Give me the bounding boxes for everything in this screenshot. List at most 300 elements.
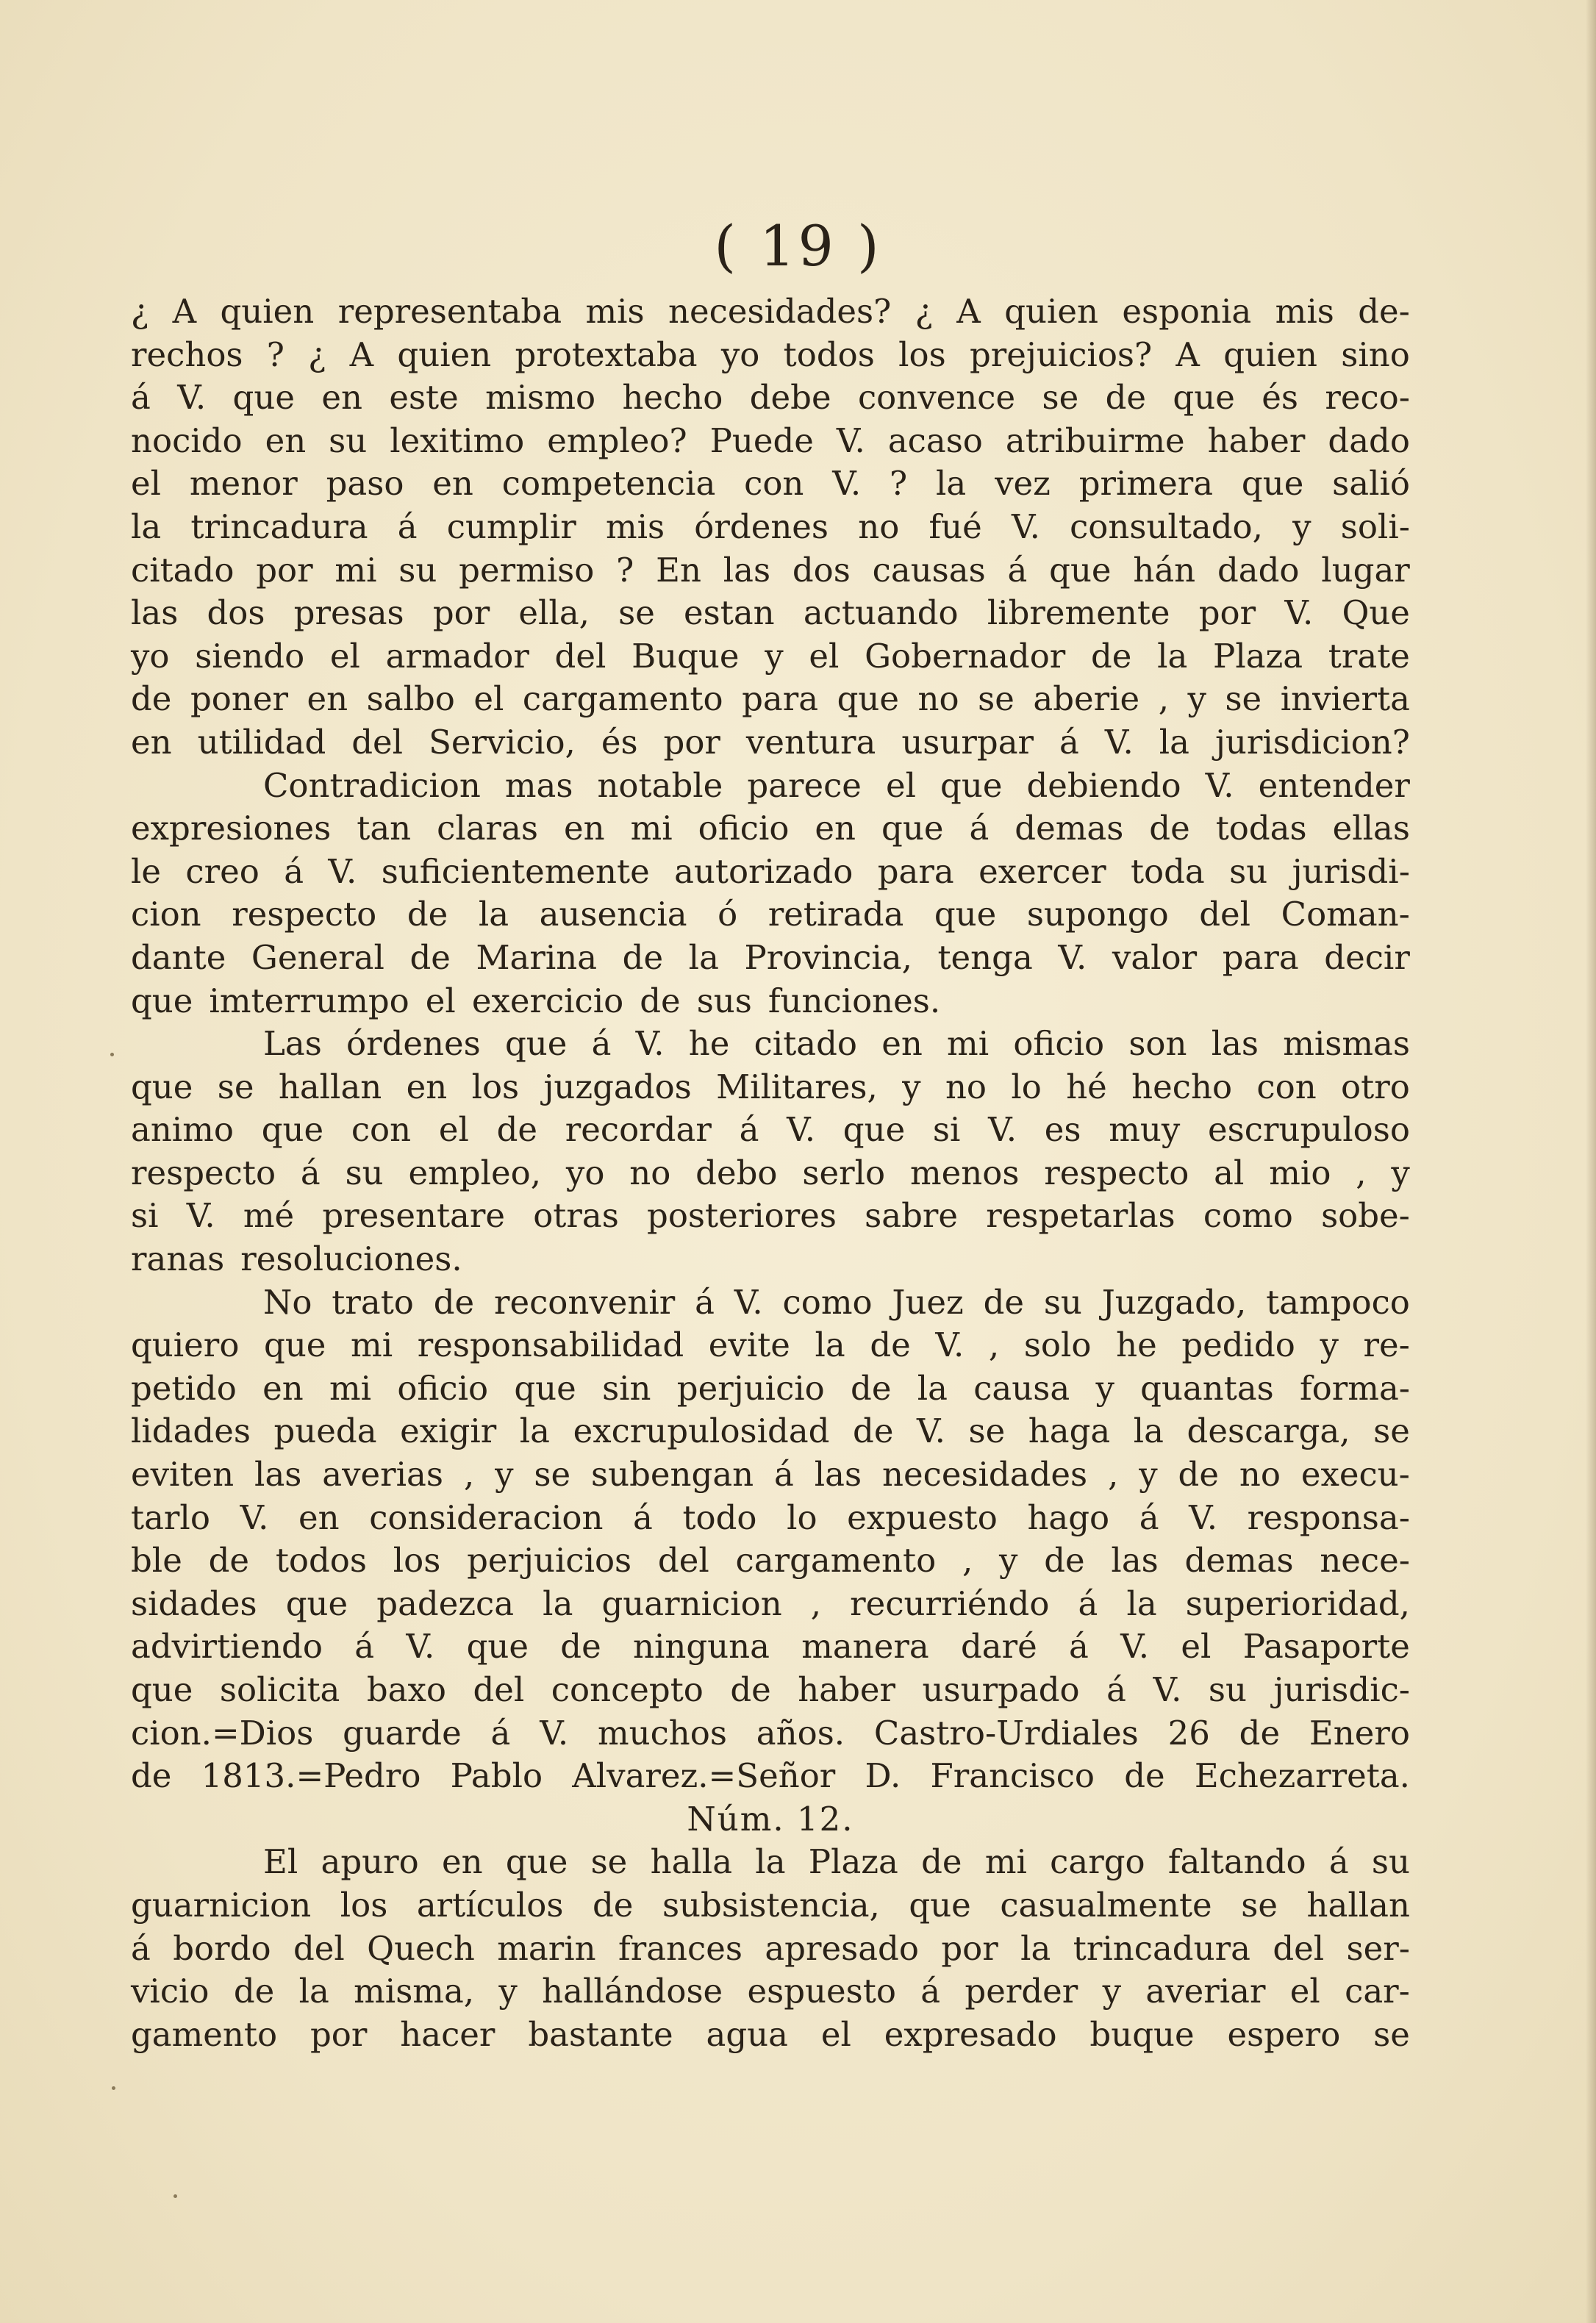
word: en <box>131 722 172 762</box>
word: no <box>945 1067 987 1106</box>
word: mi <box>984 1842 1027 1882</box>
word: con <box>351 1110 412 1150</box>
word: menos <box>909 1153 1020 1192</box>
word: posteriores <box>647 1196 837 1236</box>
word: Gobernador <box>865 636 1066 676</box>
word: á <box>284 851 304 891</box>
word: yo <box>131 636 170 676</box>
word: se <box>618 593 655 633</box>
word: su <box>329 420 368 460</box>
word: trato <box>332 1282 414 1322</box>
page-number: ( 19 ) <box>714 213 882 279</box>
word: ó <box>718 895 738 934</box>
word: y <box>1187 679 1206 719</box>
word: ella, <box>518 593 590 633</box>
word: pueda <box>273 1411 377 1451</box>
word: el <box>131 464 162 504</box>
word: padezca <box>376 1583 515 1623</box>
text-line <box>131 937 1410 980</box>
word: de <box>560 1627 601 1667</box>
word: V. <box>186 1196 215 1236</box>
word: V. <box>1120 1627 1150 1667</box>
word: , <box>962 1541 973 1581</box>
word: D. <box>865 1756 901 1796</box>
word: Servicio, <box>429 722 576 762</box>
word: Marina <box>476 937 598 977</box>
word: invierta <box>1280 679 1410 719</box>
word: de <box>409 937 451 977</box>
word: frances <box>618 1928 742 1968</box>
word: se <box>1373 2014 1410 2054</box>
word: y <box>1102 1972 1122 2011</box>
word: á <box>1069 1627 1089 1667</box>
word: mi <box>947 1024 990 1064</box>
word: que <box>837 679 899 719</box>
word: El <box>263 1842 298 1882</box>
word: Coman- <box>1281 895 1410 934</box>
word: presas <box>293 593 404 633</box>
word: jurisdic- <box>1273 1670 1410 1709</box>
word: á <box>1328 1842 1349 1882</box>
text-line <box>131 2014 1410 2057</box>
word: lidades <box>131 1411 251 1451</box>
text-line <box>131 1970 1410 2014</box>
word: no <box>917 679 959 719</box>
word: presentare <box>322 1196 506 1236</box>
word: y <box>902 1067 921 1106</box>
word: se <box>534 1455 571 1495</box>
word: actuando <box>803 593 959 633</box>
word: Las <box>263 1024 322 1064</box>
word: y <box>1292 507 1311 546</box>
word: lo <box>787 1497 817 1537</box>
word: su <box>1371 1842 1410 1882</box>
word: valor <box>1112 937 1198 977</box>
word: y <box>765 636 784 676</box>
word: de <box>233 1972 275 2011</box>
word: otras <box>533 1196 619 1236</box>
word: que <box>504 1024 568 1064</box>
word: de <box>640 981 681 1020</box>
word: , <box>463 1455 475 1495</box>
body-text <box>131 290 1410 2056</box>
word: que <box>232 378 295 418</box>
word: la <box>755 1842 786 1882</box>
word: V. <box>832 464 862 504</box>
word: General <box>251 937 384 977</box>
word: si <box>932 1110 961 1150</box>
word: que <box>881 809 944 848</box>
word: de <box>1239 1713 1281 1753</box>
word: que <box>1049 550 1112 590</box>
word: jurisdi- <box>1292 851 1410 891</box>
word: paso <box>326 464 404 504</box>
word: misma, <box>354 1972 475 2011</box>
word: casualmente <box>1000 1885 1212 1925</box>
word: hallan <box>1306 1885 1410 1925</box>
word: las <box>723 550 771 590</box>
word: convence <box>857 378 1016 418</box>
word: este <box>389 378 459 418</box>
word: V. <box>1205 765 1234 805</box>
word: quiero <box>131 1325 240 1365</box>
word: sino <box>1341 334 1410 374</box>
word: necesidades? <box>668 292 892 331</box>
word: mi <box>630 809 673 848</box>
word: que <box>285 1583 348 1623</box>
word: V. <box>1153 1670 1182 1709</box>
word: V. <box>540 1713 569 1753</box>
word: que <box>261 1110 324 1150</box>
word: creo <box>185 851 260 891</box>
word: expresiones <box>131 809 332 848</box>
word: acaso <box>887 420 983 460</box>
text-line <box>131 635 1410 679</box>
word: la <box>936 464 967 504</box>
word: cargo <box>1050 1842 1145 1882</box>
word: guarnicion <box>131 1885 312 1925</box>
text-line <box>131 1453 1410 1497</box>
word: V. <box>734 1282 763 1322</box>
word: protextaba <box>515 334 698 374</box>
word: á <box>1139 1497 1159 1537</box>
word: Enero <box>1309 1713 1410 1753</box>
word: demas <box>1015 809 1124 848</box>
word: V. <box>988 1110 1017 1150</box>
word: Juez <box>892 1282 964 1322</box>
word: que <box>505 1842 568 1882</box>
word: de <box>730 1670 771 1709</box>
word: no <box>1239 1455 1281 1495</box>
word: yo <box>720 334 760 374</box>
word: cargamento <box>522 679 723 719</box>
word: parece <box>747 765 862 805</box>
word: á <box>633 1497 653 1537</box>
word: del <box>1199 895 1251 934</box>
word: á <box>1007 550 1028 590</box>
word: cumplir <box>446 507 576 546</box>
word: causas <box>872 550 986 590</box>
text-line <box>131 1066 1410 1109</box>
word: las <box>131 593 179 633</box>
word: V. <box>1011 507 1040 546</box>
word: perjuicios <box>467 1541 632 1581</box>
word: mismo <box>485 378 596 418</box>
word: que <box>1241 464 1304 504</box>
word: , <box>1356 1153 1367 1192</box>
word: tan <box>357 809 412 848</box>
word: cion.=Dios <box>131 1713 314 1753</box>
word: V. <box>917 1411 945 1451</box>
word: de <box>407 895 448 934</box>
word: exigir <box>400 1411 497 1451</box>
word: muchos <box>597 1713 727 1753</box>
word: ausencia <box>539 895 687 934</box>
word: á <box>354 1627 375 1667</box>
word: buque <box>1089 2014 1195 2054</box>
word: trincadura <box>1073 1928 1250 1968</box>
word: V. <box>406 1627 435 1667</box>
word: en <box>442 1842 483 1882</box>
word: re- <box>1363 1325 1410 1365</box>
word: la <box>298 1972 329 2011</box>
word: se <box>1225 679 1262 719</box>
word: mi <box>329 1368 372 1408</box>
word: hallan <box>278 1067 382 1106</box>
word: esponia <box>1122 292 1252 331</box>
word: usurpar <box>901 722 1034 762</box>
word: el <box>473 679 504 719</box>
word: lexitimo <box>390 420 525 460</box>
word: serlo <box>802 1153 886 1192</box>
word: todas <box>1215 809 1307 848</box>
word: subsistencia, <box>662 1885 880 1925</box>
word: jurisdicion? <box>1214 722 1410 762</box>
word: en <box>307 679 348 719</box>
word: á <box>300 1153 321 1192</box>
word: Provincia, <box>744 937 912 977</box>
text-line <box>131 1324 1410 1367</box>
word: y <box>1391 1153 1410 1192</box>
word: para <box>877 851 954 891</box>
word: dante <box>131 937 226 977</box>
word: las <box>1111 1541 1159 1581</box>
word: el <box>329 636 360 676</box>
word: toda <box>1130 851 1205 891</box>
word: y <box>1139 1455 1158 1495</box>
word: poner <box>190 679 288 719</box>
word: menor <box>189 464 298 504</box>
word: hago <box>1027 1497 1110 1537</box>
word: lo <box>1011 1067 1042 1106</box>
word: ser- <box>1346 1928 1410 1968</box>
word: todo <box>682 1497 757 1537</box>
word: debiendo <box>1026 765 1181 805</box>
word: las <box>254 1455 302 1495</box>
word: las <box>1211 1024 1259 1064</box>
word: la <box>478 895 509 934</box>
word: és <box>1262 378 1298 418</box>
word: si <box>131 1196 159 1236</box>
word: mas <box>504 765 573 805</box>
paragraph-last-line <box>131 1238 1410 1281</box>
word: recurriéndo <box>850 1583 1050 1623</box>
word: utilidad <box>197 722 326 762</box>
text-line <box>131 1497 1410 1540</box>
word: de <box>921 1842 962 1882</box>
word: car- <box>1345 1972 1410 2011</box>
word: en <box>815 809 856 848</box>
word: que <box>131 981 193 1020</box>
word: permiso <box>459 550 595 590</box>
word: se <box>978 679 1015 719</box>
word: para <box>1222 937 1299 977</box>
word: es <box>1044 1110 1081 1150</box>
word: á <box>131 378 151 418</box>
word: mio <box>1269 1153 1331 1192</box>
word: siendo <box>195 636 305 676</box>
word: á <box>397 507 418 546</box>
word: en <box>563 809 605 848</box>
word: imterrumpo <box>209 981 409 1020</box>
word: manera <box>801 1627 929 1667</box>
word: respecto <box>1044 1153 1189 1192</box>
word: mismas <box>1283 1024 1410 1064</box>
text-line <box>131 1669 1410 1712</box>
word: V. <box>635 1024 665 1064</box>
word: mis <box>585 292 645 331</box>
word: para <box>742 679 819 719</box>
word: Pasaporte <box>1242 1627 1410 1667</box>
word: sobe- <box>1321 1196 1410 1236</box>
word: espuesto <box>747 1972 896 2011</box>
word: respecto <box>131 1153 276 1192</box>
text-line <box>131 1884 1410 1928</box>
word: perjuicio <box>676 1368 825 1408</box>
word: Plaza <box>1213 636 1303 676</box>
word: espero <box>1227 2014 1341 2054</box>
word: vicio <box>131 1972 210 2011</box>
word: del <box>1273 1928 1325 1968</box>
word: la <box>1159 722 1189 762</box>
word: por <box>432 593 490 633</box>
word: de <box>496 1110 538 1150</box>
word: del <box>351 722 404 762</box>
text-line <box>131 1109 1410 1152</box>
word: ellas <box>1332 809 1410 848</box>
word: de <box>983 1282 1025 1322</box>
word: oficio <box>1013 1024 1105 1064</box>
section-number-heading: Núm. 12. <box>687 1799 854 1839</box>
word: ble <box>131 1541 182 1581</box>
word: se <box>968 1411 1006 1451</box>
word: , <box>810 1583 822 1623</box>
word: los <box>471 1067 520 1106</box>
word: mé <box>243 1196 295 1236</box>
word: de <box>851 1368 892 1408</box>
word: el <box>820 2014 851 2054</box>
word: órdenes <box>346 1024 481 1064</box>
word: á <box>920 1972 941 2011</box>
word: rechos <box>131 334 243 374</box>
word: agua <box>706 2014 788 2054</box>
word: eviten <box>131 1455 235 1495</box>
word: mi <box>334 550 377 590</box>
word: quien <box>220 292 315 331</box>
word: V. <box>177 378 207 418</box>
word: autorizado <box>674 851 854 891</box>
word: se <box>1241 1885 1278 1925</box>
word: quien <box>1223 334 1317 374</box>
word: tampoco <box>1266 1282 1410 1322</box>
word: y <box>495 1455 514 1495</box>
word: por <box>1198 593 1256 633</box>
word: gamento <box>131 2014 278 2054</box>
word: No <box>263 1282 312 1322</box>
word: guarde <box>343 1713 462 1753</box>
word: la <box>917 1368 948 1408</box>
word: V. <box>836 420 865 460</box>
word: escrupuloso <box>1208 1110 1410 1150</box>
word: funciones. <box>767 981 941 1020</box>
paragraph-first-line <box>131 1281 1410 1325</box>
word: de <box>1044 1541 1085 1581</box>
word: empleo? <box>547 420 687 460</box>
word: nocido <box>131 420 243 460</box>
word: en <box>321 378 362 418</box>
word: artículos <box>416 1885 564 1925</box>
word: los <box>898 334 946 374</box>
word: reconvenir <box>493 1282 676 1322</box>
word: estan <box>684 593 775 633</box>
word: En <box>656 550 701 590</box>
word: apresado <box>765 1928 919 1968</box>
word: cargamento <box>735 1541 937 1581</box>
word: la <box>1133 1411 1164 1451</box>
word: otro <box>1341 1067 1410 1106</box>
word: , <box>988 1325 1000 1365</box>
word: Castro-Urdiales <box>873 1713 1139 1753</box>
word: averias <box>322 1455 443 1495</box>
word: he <box>1116 1325 1157 1365</box>
word: se <box>590 1842 628 1882</box>
word: V. <box>1284 593 1314 633</box>
word: A <box>956 292 981 331</box>
word: competencia <box>501 464 716 504</box>
word: faltando <box>1167 1842 1306 1882</box>
word: hallándose <box>542 1972 723 2011</box>
word: ranas <box>131 1239 225 1279</box>
word: que <box>131 1670 193 1709</box>
word: petido <box>131 1368 237 1408</box>
word: debo <box>695 1153 778 1192</box>
word: és <box>601 722 638 762</box>
text-line <box>131 1755 1410 1798</box>
word: á <box>490 1713 511 1753</box>
paragraph-last-line <box>131 980 1410 1023</box>
word: de <box>1124 1756 1165 1796</box>
word: notable <box>597 765 723 805</box>
word: muy <box>1109 1110 1181 1150</box>
word: la <box>543 1583 573 1623</box>
word: claras <box>437 809 538 848</box>
word: ninguna <box>633 1627 770 1667</box>
word: su <box>1208 1670 1247 1709</box>
word: se <box>1373 1411 1410 1451</box>
word: Echezarreta. <box>1194 1756 1410 1796</box>
word: á <box>739 1110 759 1150</box>
word: consultado, <box>1070 507 1263 546</box>
paragraph-first-line <box>131 1841 1410 1884</box>
word: órdenes <box>694 507 829 546</box>
word: que <box>1173 378 1235 418</box>
word: animo <box>131 1110 234 1150</box>
text-line <box>131 1712 1410 1755</box>
word: le <box>131 851 162 891</box>
word: de <box>131 1756 172 1796</box>
word: debe <box>749 378 831 418</box>
word: reco- <box>1325 378 1410 418</box>
word: recordar <box>565 1110 712 1150</box>
word: marin <box>497 1928 596 1968</box>
word: trate <box>1328 636 1410 676</box>
word: execu- <box>1300 1455 1410 1495</box>
word: juzgados <box>543 1067 692 1106</box>
word: hacer <box>400 2014 495 2054</box>
word: aberie <box>1033 679 1140 719</box>
text-line <box>131 1583 1410 1626</box>
text-line <box>131 721 1410 765</box>
